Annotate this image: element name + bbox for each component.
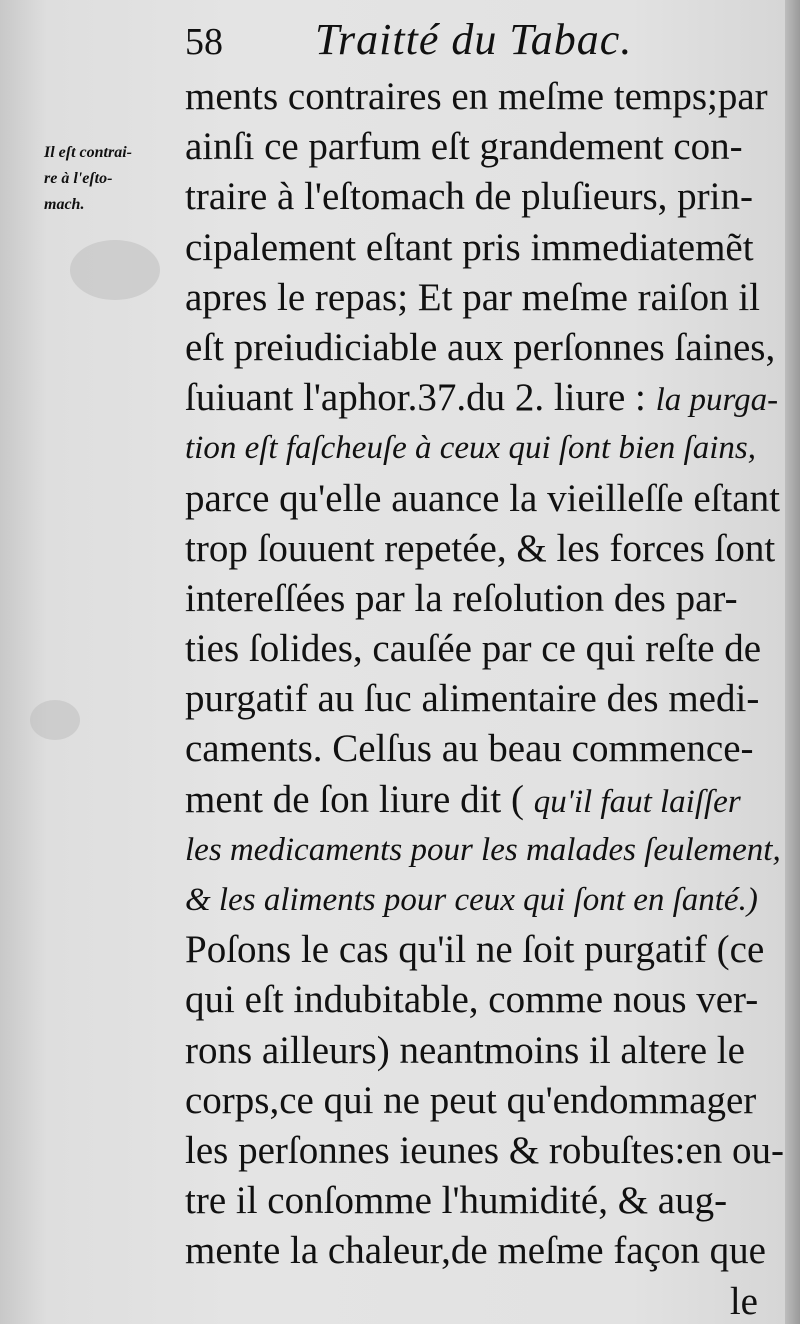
text-line: tion eſt faſcheuſe à ceux qui ſont bien ſains, bbox=[185, 430, 756, 467]
text-line: ainſi ce parfum eſt grandement con- bbox=[185, 125, 743, 169]
text-line: mente la chaleur,de meſme façon que bbox=[185, 1229, 766, 1273]
page-number: 58 bbox=[185, 21, 223, 63]
margin-note-line: re à l'eſto- bbox=[44, 170, 113, 187]
margin-note bbox=[44, 140, 184, 218]
catchword: le bbox=[729, 1279, 758, 1323]
paper-stain bbox=[70, 240, 160, 300]
text-line: apres le repas; Et par meſme raiſon il bbox=[185, 275, 761, 319]
body-text bbox=[185, 72, 784, 1324]
text-line bbox=[185, 373, 780, 423]
italic-segment: qu'il faut laiſſer bbox=[533, 783, 741, 820]
text-segment: ment de ſon liure dit ( bbox=[185, 777, 525, 821]
text-line: eſt preiudiciable aux perſonnes ſaines, bbox=[185, 325, 776, 369]
italic-segment: la purga- bbox=[655, 382, 779, 419]
text-line: corps,ce qui ne peut qu'endommager bbox=[185, 1078, 757, 1122]
text-line: ties ſolides, cauſée par ce qui reſte de bbox=[185, 627, 762, 671]
text-line: parce qu'elle auance la vieilleſſe eſtant bbox=[185, 476, 780, 520]
page-header bbox=[185, 14, 765, 70]
margin-note-line: Il eſt contrai- bbox=[44, 144, 132, 161]
text-line: rons ailleurs) neantmoins il altere le bbox=[185, 1028, 745, 1072]
text-line: qui eſt indubitable, comme nous ver- bbox=[185, 978, 759, 1022]
margin-note-line: mach. bbox=[44, 196, 85, 213]
text-line: trop ſouuent repetée, & les forces ſont bbox=[185, 526, 776, 570]
text-line: traire à l'eſtomach de pluſieurs, prin- bbox=[185, 175, 753, 219]
text-line: tre il conſomme l'humidité, & aug- bbox=[185, 1179, 728, 1223]
text-line bbox=[185, 775, 780, 825]
text-line: cipalement eſtant pris immediatemẽt bbox=[185, 225, 754, 269]
text-line: intereſſées par la reſolution des par- bbox=[185, 576, 738, 620]
text-line: Poſons le cas qu'il ne ſoit purgatif (ce bbox=[185, 928, 765, 972]
text-line: les perſonnes ieunes & robuſtes:en ou- bbox=[185, 1128, 784, 1172]
paper-stain bbox=[30, 700, 80, 740]
text-line: les medicaments pour les malades ſeulement, bbox=[185, 831, 781, 868]
page-edge-shadow bbox=[785, 0, 800, 1324]
running-title: Traitté du Tabac. bbox=[315, 15, 633, 64]
text-line: purgatif au ſuc alimentaire des medi- bbox=[185, 677, 760, 721]
text-line: & les aliments pour ceux qui ſont en ſanté.) bbox=[185, 882, 758, 918]
text-segment: ſuiuant l'aphor.37.du 2. liure : bbox=[185, 376, 646, 420]
text-line: ments contraires en meſme temps;par bbox=[185, 75, 768, 118]
text-line: caments. Celſus au beau commence- bbox=[185, 727, 754, 771]
